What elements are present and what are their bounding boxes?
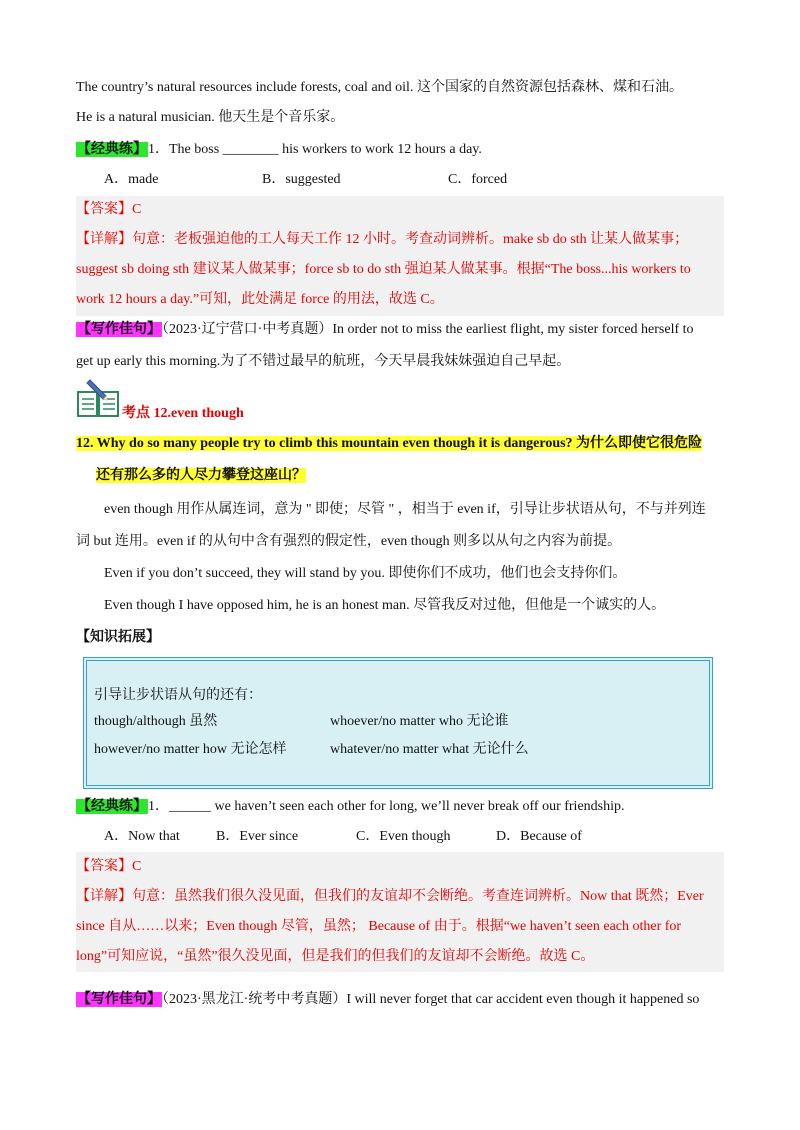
option-a: A．made (104, 172, 159, 187)
writing-tag-2: 【写作佳句】 (77, 992, 161, 1007)
expansion-item-1: though/although 虽然 (94, 714, 218, 729)
question-stem-2: 1．______ we haven’t seen each other for long, we’ll never break off our friendship. (148, 799, 625, 814)
example-1: Even if you don’t succeed, they will stand by you. 即使你们不成功，他们也会支持你们。 (104, 566, 627, 581)
expansion-item-2: whoever/no matter who 无论谁 (330, 714, 509, 729)
book-pencil-icon (76, 378, 120, 418)
option-b: B．suggested (262, 172, 341, 187)
option-2-d: D．Because of (496, 829, 582, 844)
writing-sentence-1-line-2: get up early this morning.为了不错过最早的航班，今天早晨我妹妹强迫自己早起。 (76, 354, 571, 369)
writing-sentence-2 (76, 990, 699, 1010)
option-2-a: A．Now that (104, 829, 180, 844)
example-2: Even though I have opposed him, he is an honest man. 尽管我反对过他，但他是一个诚实的人。 (104, 598, 666, 613)
expansion-heading: 【知识拓展】 (76, 630, 160, 645)
question-2 (76, 797, 625, 817)
question-1 (76, 140, 482, 160)
explain-2-line-1: 【详解】句意：虽然我们很久没见面，但我们的友谊却不会断绝。考查连词辨析。Now that 既然；Ever (76, 889, 704, 904)
explain-1-line-3: work 12 hours a day.”可知，此处满足 force 的用法，故选 C。 (76, 292, 444, 307)
explain-1-line-1: 【详解】句意：老板强迫他的工人每天工作 12 小时。考查动词辨析。make sb do sth 让某人做某事； (76, 232, 689, 247)
expansion-item-3: however/no matter how 无论怎样 (94, 742, 287, 757)
q12-text-2: 还有那么多的人尽力攀登这座山？ (96, 468, 306, 483)
explain-1-line-2: suggest sb doing sth 建议某人做某事；force sb to do sth 强迫某人做某事。根据“The boss...his workers to (76, 262, 691, 277)
writing-tag: 【写作佳句】 (77, 322, 161, 337)
q12-line-2 (96, 466, 306, 486)
q12-line-1 (76, 434, 702, 454)
q12-text-1: 12. Why do so many people try to climb this mountain even though it is dangerous? 为什么即使它很危险 (76, 436, 703, 451)
explain-2-line-2: since 自从……以来；Even though 尽管，虽然； Because of 由于。根据“we haven’t seen each other for (76, 919, 682, 934)
intro-line-2: He is a natural musician. 他天生是个音乐家。 (76, 110, 345, 125)
writing-line-2: （2023·黑龙江·统考中考真题）I will never forget that car accident even though it happened so (162, 992, 700, 1007)
practice-tag: 【经典练】 (77, 142, 147, 157)
intro-line-1: The country’s natural resources include forests, coal and oil. 这个国家的自然资源包括森林、煤和石油。 (76, 80, 683, 95)
expansion-item-4: whatever/no matter what 无论什么 (330, 742, 529, 757)
writing-line: （2023·辽宁营口·中考真题）In order not to miss the earliest flight, my sister forced herself to (162, 322, 694, 337)
answer-1: 【答案】C (76, 202, 142, 217)
explain-p1-line-2: 词 but 连用。even if 的从句中含有强烈的假定性，even though 则多以从句之内容为前提。 (76, 534, 622, 549)
explain-p1-line-1: even though 用作从属连词，意为 " 即使；尽管 " ，相当于 even if，引导让步状语从句，不与并列连 (104, 502, 706, 517)
point-title: 考点 12.even though (122, 406, 244, 421)
question-stem: 1．The boss ________ his workers to work 12 hours a day. (148, 142, 482, 157)
answer-2: 【答案】C (76, 859, 142, 874)
option-c: C．forced (448, 172, 508, 187)
explain-2-line-3: long”可知应说，“虽然”很久没见面，但是我们的但我们的友谊却不会断绝。故选 C。 (76, 949, 595, 964)
practice-tag-2: 【经典练】 (77, 799, 147, 814)
option-2-c: C．Even though (356, 829, 451, 844)
writing-sentence-1 (76, 320, 694, 340)
option-2-b: B．Ever since (216, 829, 299, 844)
expansion-intro: 引导让步状语从句的还有： (94, 688, 262, 703)
